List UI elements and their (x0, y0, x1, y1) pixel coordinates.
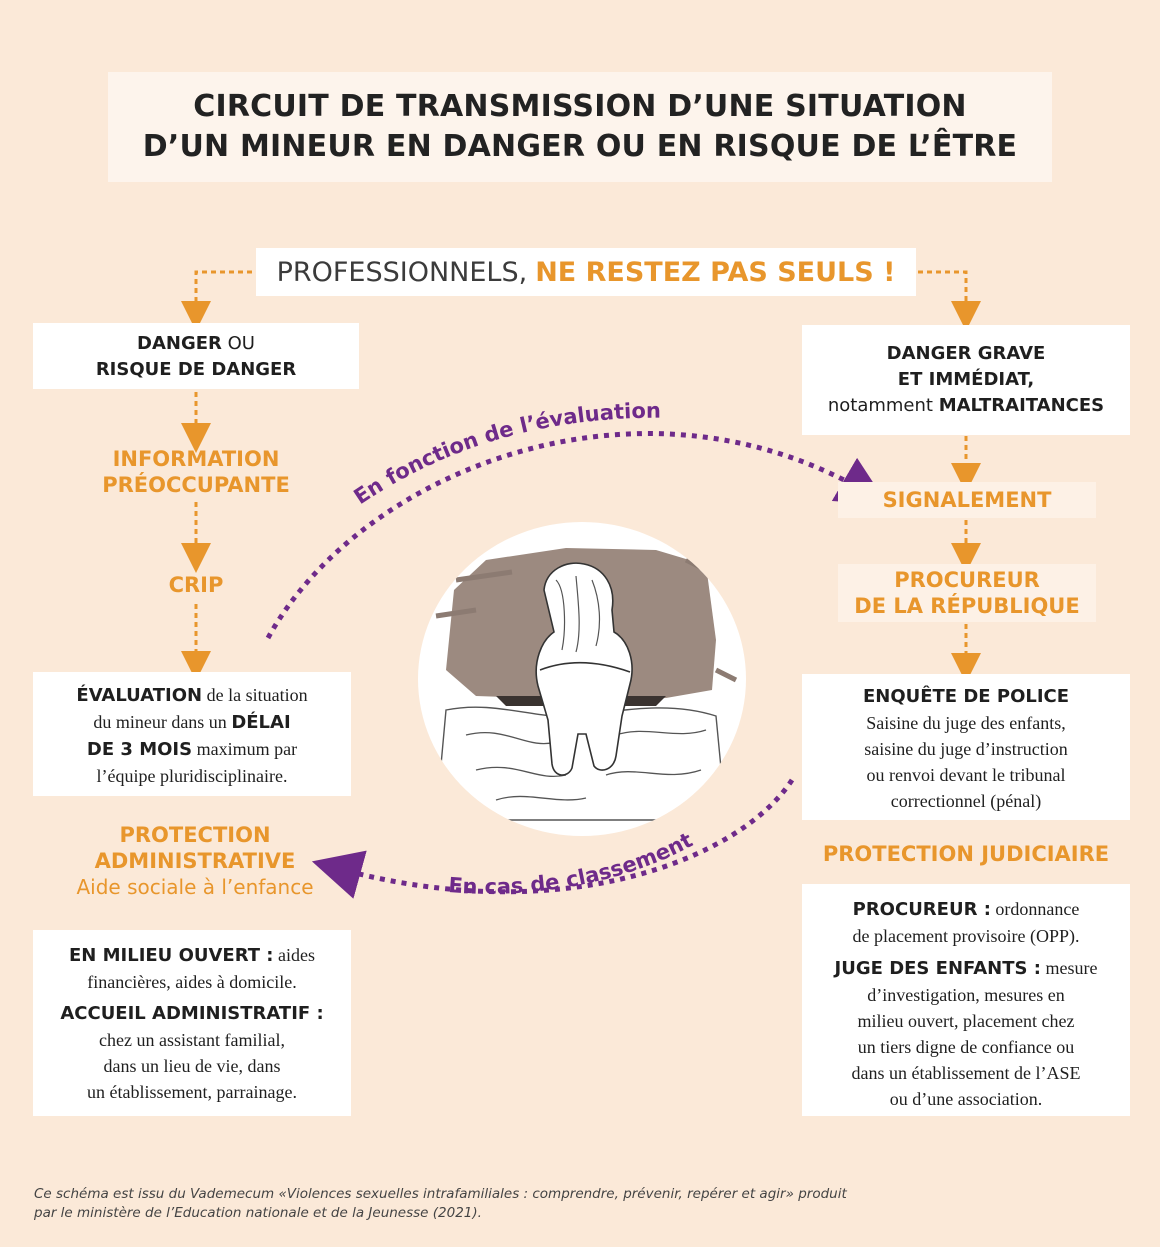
eval-t1: de la situation (202, 685, 308, 705)
rm-b1: PROCUREUR : (852, 899, 991, 920)
info-label-line1: INFORMATION (112, 447, 280, 471)
source-footnote (34, 1185, 847, 1223)
arc-bottom-text: En cas de classement (447, 827, 697, 899)
right-danger-line1: DANGER GRAVE (886, 343, 1046, 364)
eval-t2: du mineur dans un (93, 712, 232, 732)
eval-b1: ÉVALUATION (76, 685, 203, 706)
eval-b2: DÉLAI (231, 712, 291, 733)
lm-t4: dans un lieu de vie, dans (103, 1056, 281, 1076)
child-illustration (416, 520, 748, 838)
slogan-box (256, 248, 916, 296)
protection-judiciaire-label: PROTECTION JUDICIAIRE (822, 842, 1110, 866)
crip-label: CRIP (168, 573, 224, 597)
rm-t5: milieu ouvert, placement chez (857, 1011, 1075, 1031)
rm-t2: de placement provisoire (OPP). (852, 926, 1080, 946)
title-line-1: CIRCUIT DE TRANSMISSION D’UNE SITUATION (193, 89, 967, 124)
signalement-label: SIGNALEMENT (882, 488, 1052, 512)
eval-t3: maximum par (192, 739, 298, 759)
slogan-part1: PROFESSIONNELS, (276, 256, 528, 288)
police-b1: ENQUÊTE DE POLICE (862, 686, 1070, 707)
rm-t4: d’investigation, mesures en (867, 985, 1065, 1005)
lm-t1: aides (273, 945, 315, 965)
protection-administrative-label (40, 822, 350, 900)
right-danger-line2: ET IMMÉDIAT, (897, 369, 1035, 390)
left-danger-box (33, 323, 359, 389)
police-t3: ou renvoi devant le tribunal (866, 765, 1066, 785)
left-danger-bold2: RISQUE DE DANGER (95, 359, 297, 380)
footer-line1: Ce schéma est issu du Vademecum «Violences sexuelles intrafamiliales : comprendre, prévenir, repérer et agir» produit (34, 1186, 847, 1202)
lm-b2: ACCUEIL ADMINISTRATIF : (60, 1003, 324, 1024)
lm-t2: financières, aides à domicile. (87, 972, 297, 992)
eval-b3: DE 3 MOIS (86, 739, 193, 760)
right-measures-box (802, 884, 1130, 1116)
arc-bottom-label (448, 828, 697, 899)
info-preoccupante-label (60, 446, 332, 498)
evaluation-box (33, 672, 351, 796)
police-t1: Saisine du juge des enfants, (866, 713, 1066, 733)
rm-b2: JUGE DES ENFANTS : (834, 958, 1041, 979)
rm-t3: mesure (1040, 958, 1098, 978)
right-danger-t3: notamment (827, 395, 939, 416)
left-danger-or: OU (221, 333, 255, 354)
left-measures-box (33, 930, 351, 1116)
rm-t7: dans un établissement de l’ASE (851, 1063, 1081, 1083)
info-label-line2: PRÉOCCUPANTE (102, 473, 290, 497)
title-line-2: D’UN MINEUR EN DANGER OU EN RISQUE DE L’ÊTRE (142, 129, 1018, 164)
eval-t4: l’équipe pluridisciplinaire. (96, 766, 288, 786)
lm-t3: chez un assistant familial, (99, 1030, 285, 1050)
slogan-part2: NE RESTEZ PAS SEULS ! (535, 256, 896, 288)
lm-b1: EN MILIEU OUVERT : (68, 945, 274, 966)
arc-top-label (350, 399, 662, 510)
right-danger-box (802, 325, 1130, 435)
connector-slogan-left (196, 272, 252, 316)
prot-admin-line2: ADMINISTRATIVE (94, 849, 296, 873)
rm-t6: un tiers digne de confiance ou (857, 1037, 1075, 1057)
procureur-republique-label (826, 567, 1108, 619)
rm-t1: ordonnance (990, 899, 1080, 919)
enquete-police-box (802, 674, 1130, 820)
footer-line2: par le ministère de l’Education nationale et de la Jeunesse (2021). (34, 1205, 482, 1221)
left-danger-bold1: DANGER (137, 333, 222, 354)
rm-t8: ou d’une association. (889, 1089, 1043, 1109)
lm-t5: un établissement, parrainage. (87, 1082, 297, 1102)
right-danger-b3: MALTRAITANCES (938, 395, 1105, 416)
arc-top-text: En fonction de l’évaluation (349, 398, 662, 510)
procureur-line1: PROCUREUR (894, 568, 1040, 592)
connector-slogan-right (918, 272, 966, 316)
police-t2: saisine du juge d’instruction (864, 739, 1068, 759)
prot-admin-line3: Aide sociale à l’enfance (76, 875, 314, 899)
prot-admin-line1: PROTECTION (119, 823, 271, 847)
police-t4: correctionnel (pénal) (890, 791, 1042, 811)
procureur-line2: DE LA RÉPUBLIQUE (854, 594, 1080, 618)
